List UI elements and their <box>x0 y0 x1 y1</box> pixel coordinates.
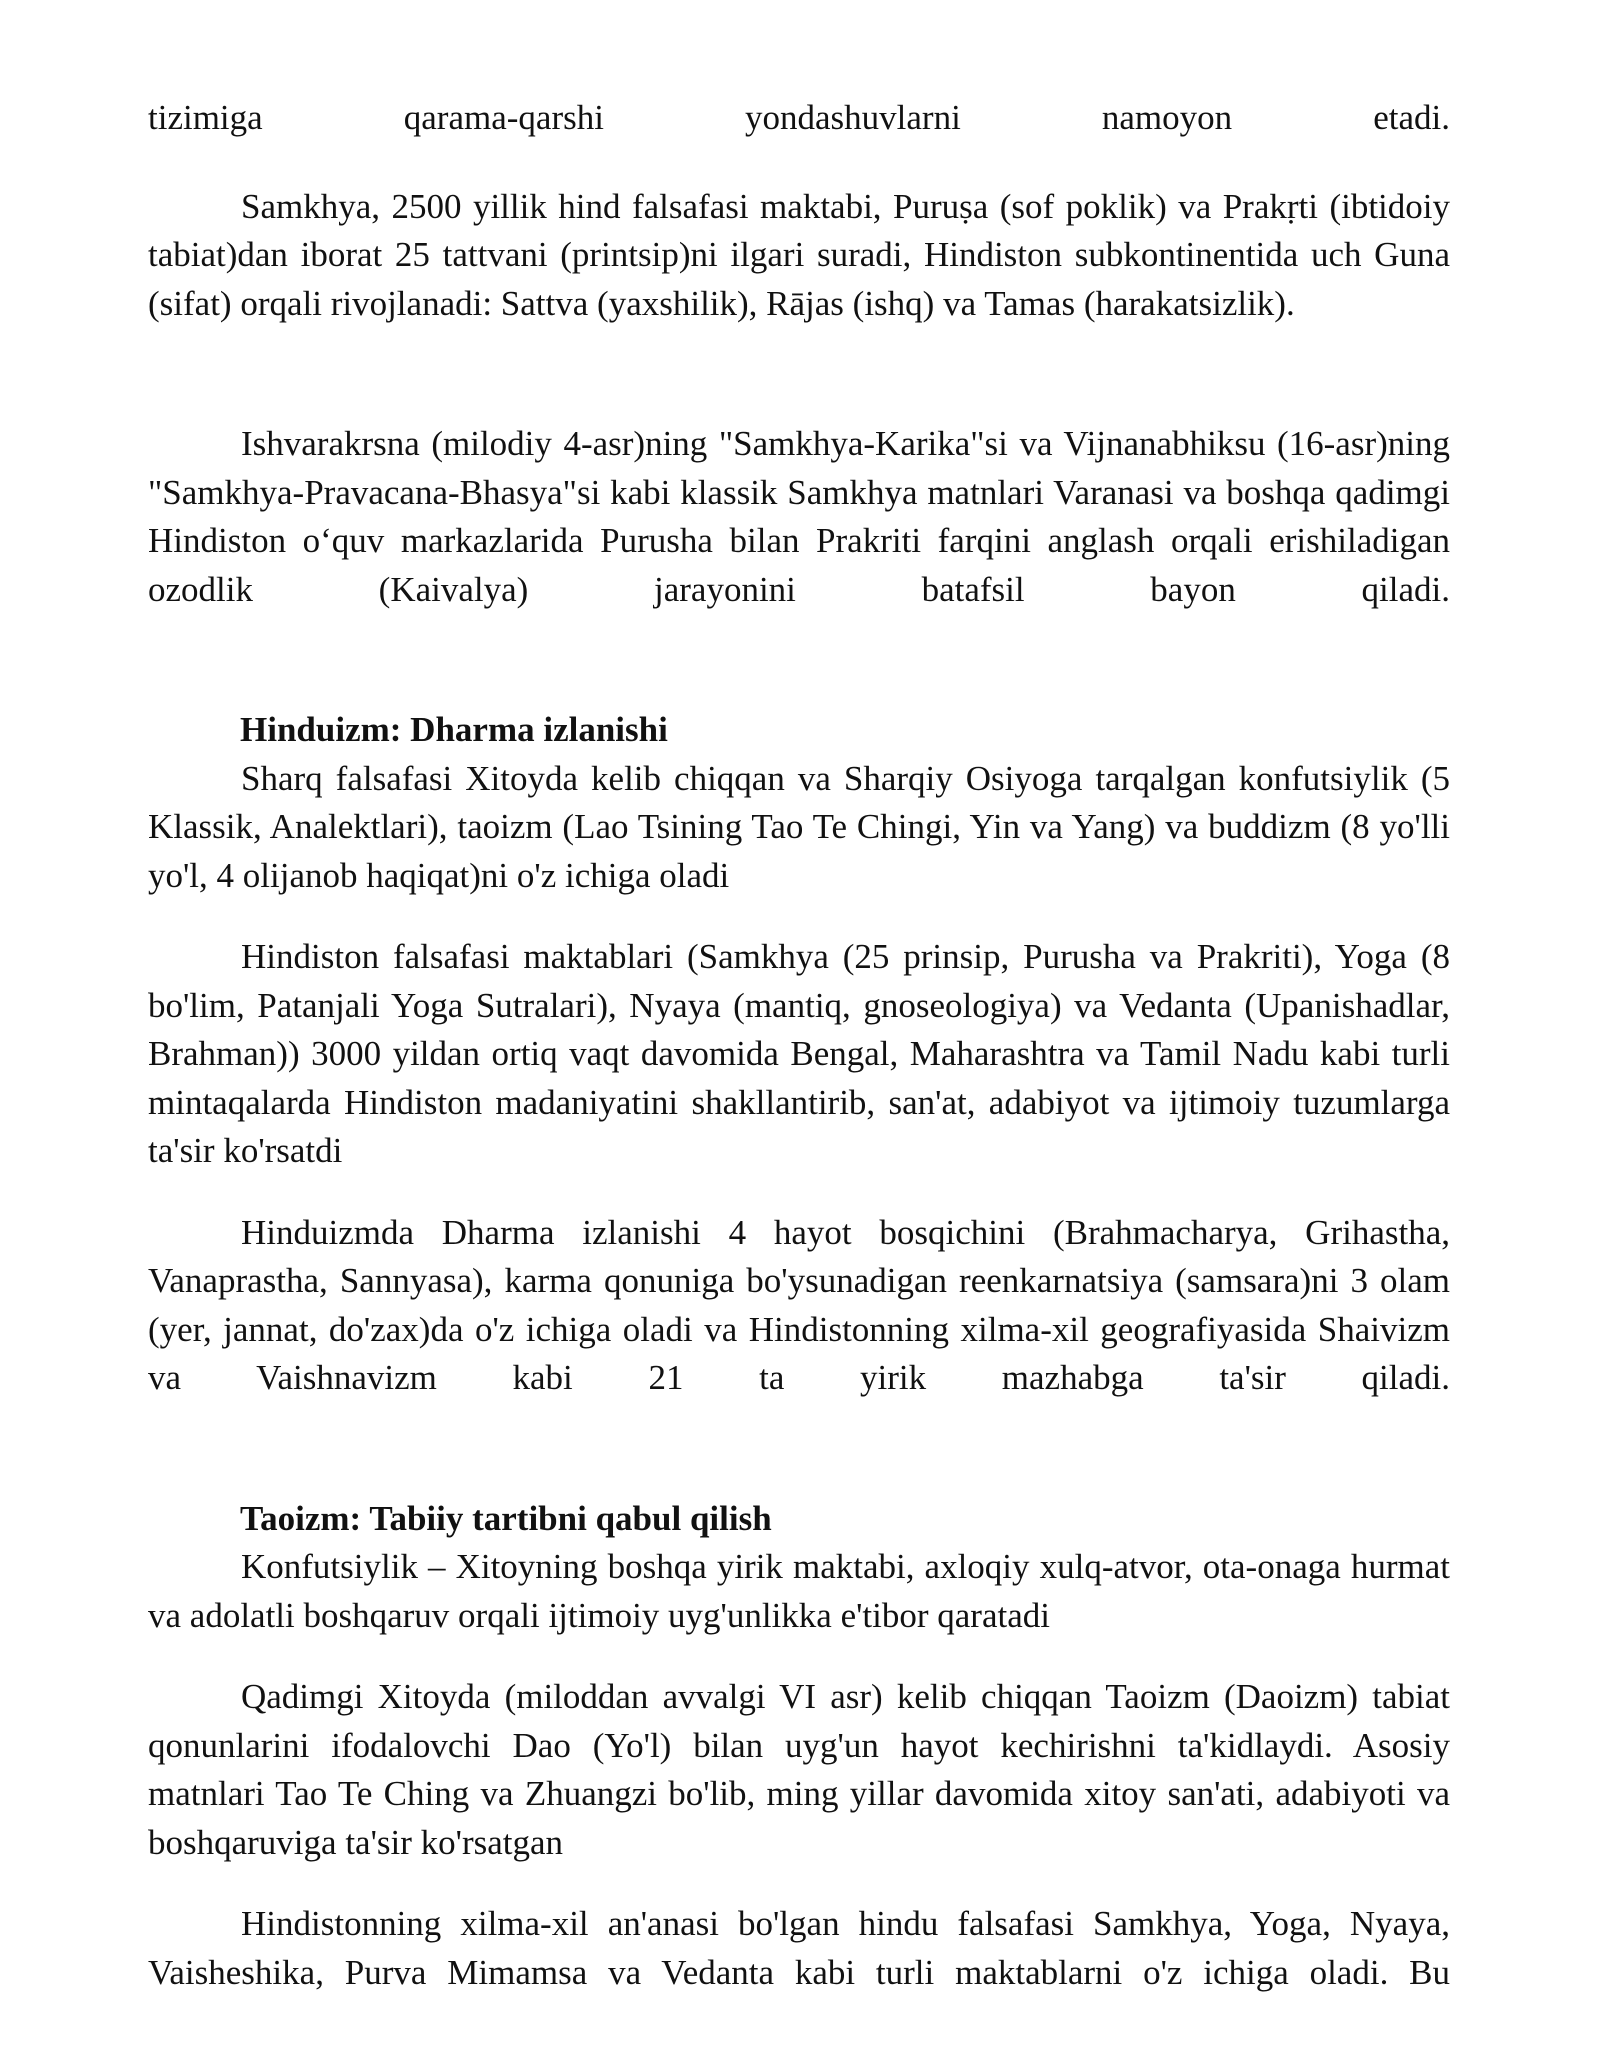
paragraph-taoism-origins: Qadimgi Xitoyda (miloddan avvalgi VI asr) kelib chiqqan Taoizm (Daoizm) tabiat qonunlarini ifodalovchi Dao (Yo'l) bilan uyg'un hayot kechirishni ta'kidlaydi. Asosiy matnlari Tao Te Ching va Zhuangzi bo'lib, ming yillar davomida xitoy san'ati, adabiyoti va boshqaruviga ta'sir ko'rsatgan <box>148 1677 1450 1862</box>
paragraph-eastern-philosophy: Sharq falsafasi Xitoyda kelib chiqqan va Sharqiy Osiyoga tarqalgan konfutsiylik (5 Klassik, Analektlari), taoizm (Lao Tsining Tao Te Chingi, Yin va Yang) va buddizm (8 yo'lli yo'l, 4 olijanob haqiqat)ni o'z ichiga oladi <box>148 758 1450 895</box>
paragraph-continuation: tizimiga qarama-qarshi yondashuvlarni namoyon etadi. <box>148 98 1450 137</box>
paragraph-confucianism: Konfutsiylik – Xitoyning boshqa yirik maktabi, axloqiy xulq-atvor, ota-onaga hurmat va adolatli boshqaruv orqali ijtimoiy uyg'unlikka e'tibor qaratadi <box>148 1547 1450 1635</box>
paragraph-samkhya-intro: Samkhya, 2500 yillik hind falsafasi maktabi, Puruṣa (sof poklik) va Prakṛti (ibtidoiy tabiat)dan iborat 25 tattvani (printsip)ni ilgari suradi, Hindiston subkontinentida uch Guna (sifat) orqali rivojlanadi: Sattva (yaxshilik), Rājas (ishq) va Tamas (harakatsizlik). <box>148 186 1450 323</box>
heading-taoism: Taoizm: Tabiiy tartibni qabul qilish <box>240 1498 772 1538</box>
paragraph-hindu-philosophy: Hindistonning xilma-xil an'anasi bo'lgan hindu falsafasi Samkhya, Yoga, Nyaya, Vaisheshika, Purva Mimamsa va Vedanta kabi turli maktablarni o'z ichiga oladi. Bu <box>148 1904 1450 1992</box>
heading-hinduism: Hinduizm: Dharma izlanishi <box>240 710 668 749</box>
paragraph-indian-schools: Hindiston falsafasi maktablari (Samkhya (25 prinsip, Purusha va Prakriti), Yoga (8 bo'lim, Patanjali Yoga Sutralari), Nyaya (mantiq, gnoseologiya) va Vedanta (Upanishadlar, Brahman)) 3000 yildan ortiq vaqt davomida Bengal, Maharashtra va Tamil Nadu kabi turli mintaqalarda Hindiston madaniyatini shakllantirib, san'at, adabiyot va ijtimoiy tuzumlarga ta'sir ko'rsatdi <box>148 937 1450 1170</box>
paragraph-dharma: Hinduizmda Dharma izlanishi 4 hayot bosqichini (Brahmacharya, Grihastha, Vanaprastha, Sannyasa), karma qonuniga bo'ysunadigan reenkarnatsiya (samsara)ni 3 olam (yer, jannat, do'zax)da o'z ichiga oladi va Hindistonning xilma-xil geografiyasida Shaivizm va Vaishnavizm kabi 21 ta yirik mazhabga ta'sir qiladi. <box>148 1212 1450 1397</box>
document-page <box>148 94 1450 1997</box>
paragraph-samkhya-texts: Ishvarakrsna (milodiy 4-asr)ning "Samkhya-Karika"si va Vijnanabhiksu (16-asr)ning "Samkhya-Pravacana-Bhasya"si kabi klassik Samkhya matnlari Varanasi va boshqa qadimgi Hindiston o‘quv markazlarida Purusha bilan Prakriti farqini anglash orqali erishiladigan ozodlik (Kaivalya) jarayonini batafsil bayon qiladi. <box>148 424 1450 609</box>
